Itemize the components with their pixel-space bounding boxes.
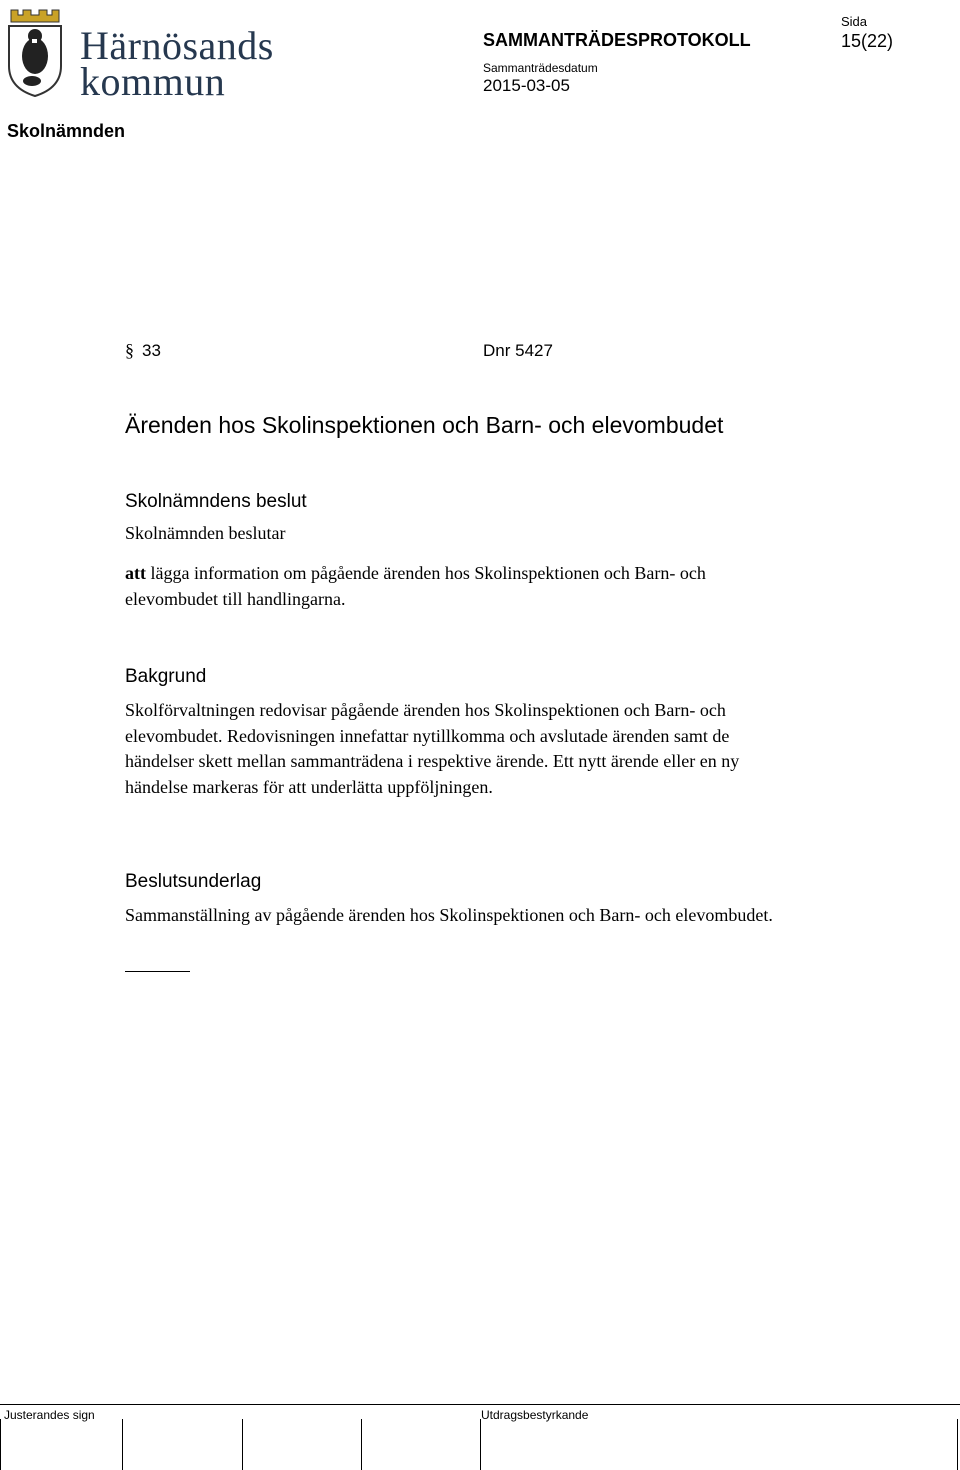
item-title: Ärenden hos Skolinspektionen och Barn- och elevombudet [125, 412, 724, 438]
section-symbol: § [125, 340, 134, 360]
footer-divider [0, 1404, 960, 1405]
signature-box-divider [0, 1419, 1, 1470]
signature-box-divider [361, 1419, 362, 1470]
committee-name: Skolnämnden [7, 121, 126, 141]
meeting-date-label: Sammanträdesdatum [483, 61, 598, 75]
end-divider [125, 971, 190, 972]
background-heading: Bakgrund [125, 666, 207, 687]
coat-of-arms-beaver-icon [5, 6, 65, 98]
case-number: Dnr 5427 [483, 341, 553, 360]
signature-label: Justerandes sign [4, 1408, 95, 1422]
signature-box-divider [242, 1419, 243, 1470]
meeting-date: 2015-03-05 [483, 76, 570, 95]
page-number: 15(22) [841, 31, 894, 51]
page-label: Sida [841, 14, 868, 29]
paragraph-number: 33 [142, 341, 161, 360]
organization-name-line2: kommun [80, 59, 226, 104]
background-text: Skolförvaltningen redovisar pågående ärenden hos Skolinspektionen och Barn- och elevombudet. Redovisningen innefattar nytillkomma och avslutade ärenden samt de händelser skett mellan sammanträdena i respektive ärende. Ett nytt ärende eller en ny händelse markeras för att underlätta uppföljningen. [125, 700, 740, 797]
basis-text: Sammanställning av pågående ärenden hos Skolinspektionen och Barn- och elevombudet. [125, 905, 773, 925]
decision-heading: Skolnämndens beslut [125, 491, 307, 512]
decision-intro: Skolnämnden beslutar [125, 523, 286, 543]
decision-keyword: att [125, 563, 146, 583]
signature-box-divider [480, 1419, 481, 1470]
document-type: SAMMANTRÄDESPROTOKOLL [483, 30, 751, 50]
basis-heading: Beslutsunderlag [125, 871, 262, 892]
signature-box-divider [957, 1419, 958, 1470]
decision-text [125, 560, 785, 612]
decision-body: lägga information om pågående ärenden hos Skolinspektionen och Barn- och elevombudet till handlingarna. [125, 563, 706, 609]
signature-box-divider [122, 1419, 123, 1470]
paragraph-reference [125, 340, 161, 361]
certification-label: Utdragsbestyrkande [481, 1408, 589, 1422]
organization-name: Härnösands [80, 23, 274, 68]
